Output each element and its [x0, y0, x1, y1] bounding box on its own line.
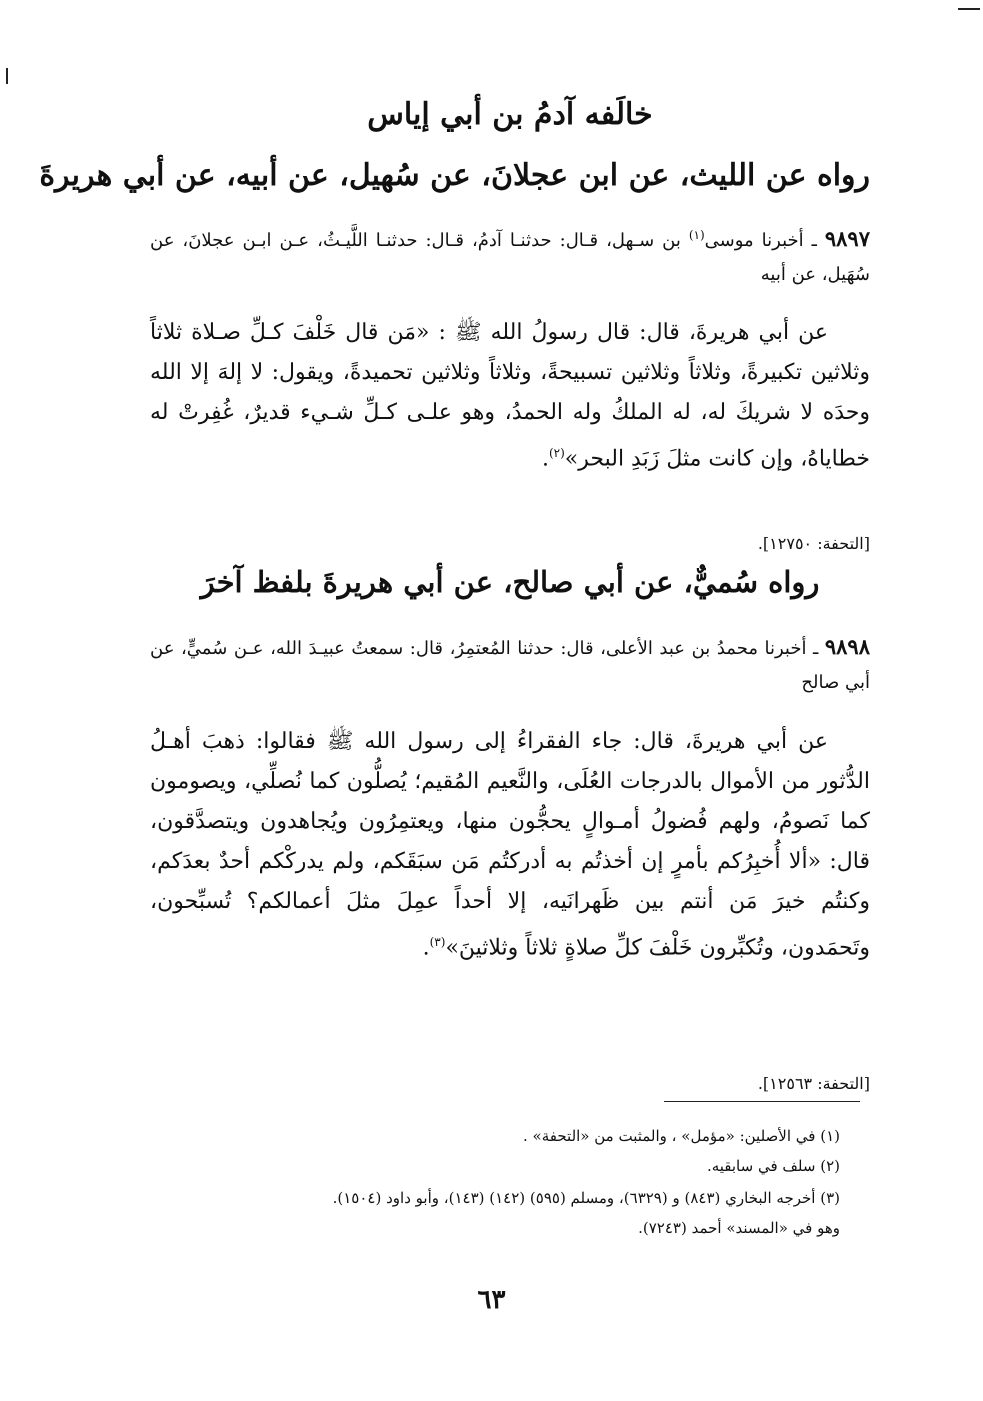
- footnote-3: (٣) أخرجه البخاري (٨٤٣) و (٦٣٢٩)، ومسلم (٥٩٥) (١٤٢) (١٤٣)، وأبو داود (١٥٠٤).: [332, 1189, 840, 1207]
- section1-heading: رواه عن الليث، عن ابن عجلانَ، عن سُهيل، عن أبيه، عن أبي هريرةَ: [39, 158, 870, 193]
- scan-edge-mark: [958, 8, 980, 10]
- footnote-3-continued: وهو في «المسند» أحمد (٧٢٤٣).: [638, 1219, 840, 1237]
- isnad-text: ـ أخبرنا محمدُ بن عبد الأعلى، قال: حدثنا المُعتمِرُ، قال: سمعتُ عبيـدَ الله، عـن سُميٍّ، عن أبي صالح: [150, 638, 870, 693]
- matn-end: .: [422, 935, 430, 961]
- section2-heading: رواه سُميٌّ، عن أبي صالح، عن أبي هريرةَ بلفظ آخرَ: [200, 565, 820, 599]
- hadith-number: ٩٨٩٨: [824, 634, 870, 659]
- footnote-2: (٢) سلف في سابقيه.: [706, 1157, 840, 1175]
- scan-edge-mark: [6, 68, 8, 84]
- footnote-ref: (٢): [548, 446, 565, 460]
- chapter-heading: خالَفه آدمُ بن أبي إياس: [367, 97, 653, 132]
- hadith-9898-isnad: [150, 630, 870, 700]
- footnote-ref: (١): [688, 228, 705, 242]
- hadith-9897-matn: [150, 313, 870, 479]
- hadith-number: ٩٨٩٧: [824, 226, 870, 251]
- hadith-9898-matn: [150, 722, 870, 968]
- hadith-9897-isnad: [150, 218, 870, 292]
- page-number: ٦٣: [477, 1285, 506, 1315]
- matn-end: .: [541, 446, 549, 472]
- footnote-1: (١) في الأصلين: «مؤمل» ، والمثبت من «التحفة» .: [523, 1127, 840, 1145]
- footnote-separator: [664, 1101, 860, 1102]
- isnad-text: بن سـهل، قـال: حدثنـا آدمُ، قـال: حدثنـا اللَّيـثُ، عـن ابـن عجلانَ، عن سُهَيل، عن أبيه: [150, 230, 870, 285]
- tuhfa-reference: [التحفة: ١٢٥٦٣].: [757, 1074, 870, 1093]
- matn-text: عن أبي هريرةَ، قال: قال رسولُ الله ﷺ : «مَن قال خَلْفَ كـلِّ صـلاة ثلاثاً وثلاثين تكبيرةً، وثلاثاً وثلاثين تسبيحةً، وثلاثاً وثلاثين تحميدةً، ويقول: لا إلهَ إلا الله وحدَه لا شريكَ له، له الملكُ وله الحمدُ، وهو علـى كـلِّ شـيء قديرٌ، غُفِرتْ له خطاياهُ، وإن كانت مثلَ زَبَدِ البحر»: [150, 320, 870, 472]
- matn-text: عن أبي هريرةَ، قال: جاء الفقراءُ إلى رسول الله ﷺ فقالوا: ذهبَ أهـلُ الدُّثور من الأموال بالدرجات العُلَى، والنَّعيم المُقيم؛ يُصلُّون كما نُصلِّي، ويصومون كما نَصومُ، ولهم فُضولُ أمـوالٍ يحجُّون منها، ويعتمِرُون ويُجاهدون ويتصدَّقون، قال: «ألا أُخبِرُكم بأمرٍ إن أخذتُم به أدركتُم مَن سبَقَكم، ولم يدركْكم أحدٌ بعدَكم، وكنتُم خيرَ مَن أنتم بين ظَهرانَيه، إلا أحداً عمِلَ مثلَ أعمالكم؟ تُسبِّحون، وتَحمَدون، وتُكبِّرون خَلْفَ كلِّ صلاةٍ ثلاثاً وثلاثينَ»: [150, 729, 870, 961]
- footnote-ref: (٣): [429, 935, 446, 949]
- isnad-text: ـ أخبرنا موسى: [704, 230, 817, 251]
- tuhfa-reference: [التحفة: ١٢٧٥٠].: [757, 534, 870, 553]
